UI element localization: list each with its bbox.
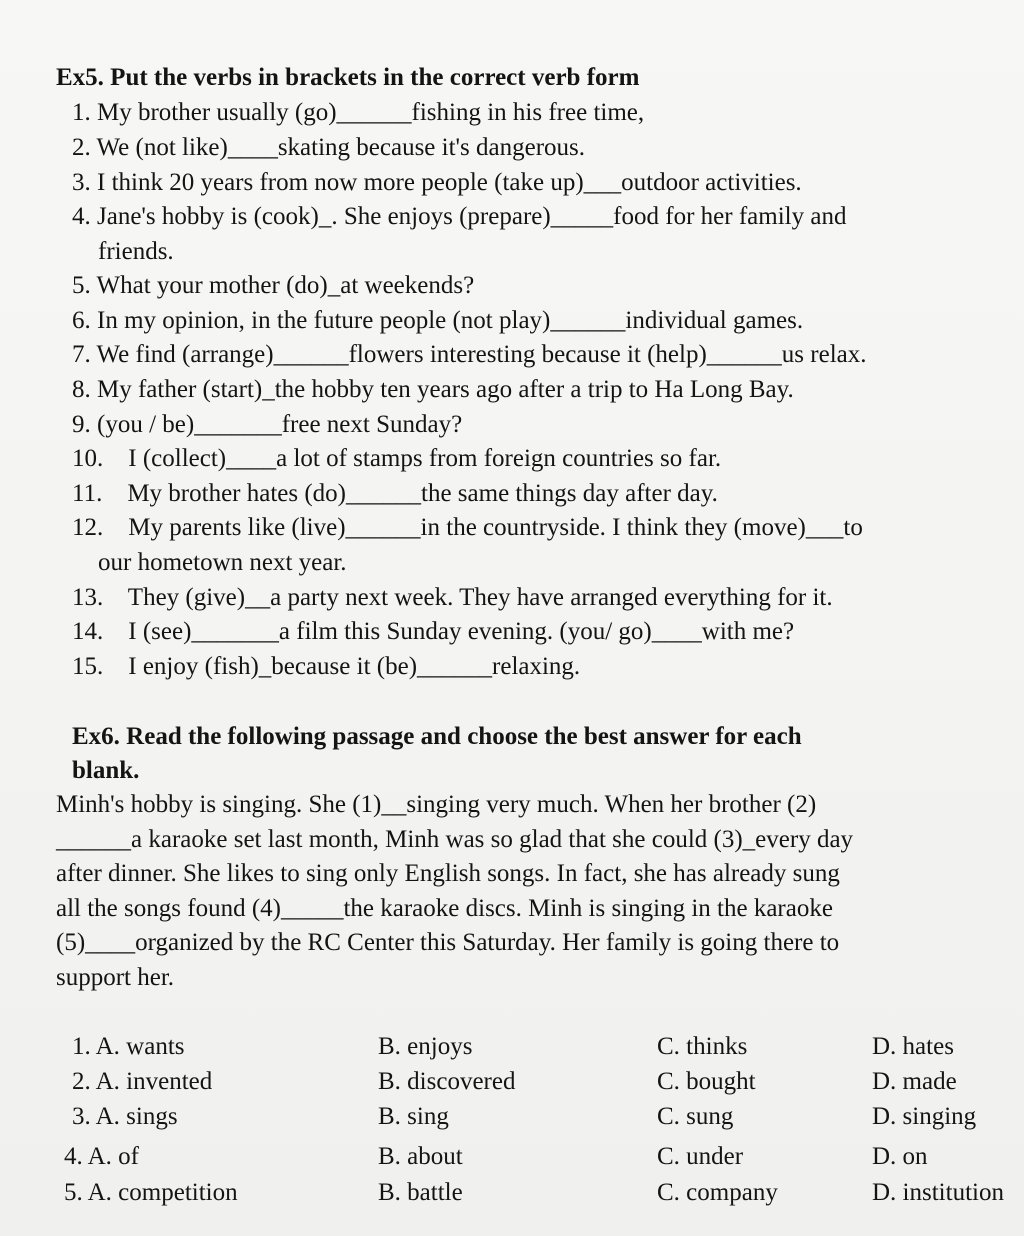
option-5c: C. company — [657, 1179, 778, 1206]
ex5-title: Ex5. Put the verbs in brackets in the correct verb form — [56, 64, 640, 91]
ex5-item-12: 12. My parents like (live)______in the countryside. I think they (move)___to — [72, 514, 863, 541]
ex5-item-12-cont: our hometown next year. — [98, 549, 347, 576]
ex6-passage-line-6: support her. — [56, 964, 175, 991]
option-1b: B. enjoys — [378, 1033, 473, 1060]
option-4a: 4. A. of — [64, 1143, 139, 1170]
option-5a: 5. A. competition — [64, 1179, 238, 1206]
option-4d: D. on — [872, 1143, 928, 1170]
ex5-item-4-cont: friends. — [98, 238, 174, 265]
option-2c: C. bought — [657, 1068, 756, 1095]
ex5-item-9: 9. (you / be)_______free next Sunday? — [72, 411, 463, 438]
ex5-item-14: 14. I (see)_______a film this Sunday evening. (you/ go)____with me? — [72, 618, 795, 645]
ex5-item-3: 3. I think 20 years from now more people (take up)___outdoor activities. — [72, 169, 802, 196]
ex5-item-8: 8. My father (start)_the hobby ten years ago after a trip to Ha Long Bay. — [72, 376, 794, 403]
option-1c: C. thinks — [657, 1033, 748, 1060]
ex5-item-1: 1. My brother usually (go)______fishing in his free time, — [72, 99, 645, 126]
ex6-title: Ex6. Read the following passage and choose the best answer for each — [72, 723, 802, 750]
ex6-passage-line-2: ______a karaoke set last month, Minh was so glad that she could (3)_every day — [56, 826, 854, 853]
ex5-item-15: 15. I enjoy (fish)_because it (be)______relaxing. — [72, 653, 581, 680]
ex5-item-13: 13. They (give)__a party next week. They have arranged everything for it. — [72, 584, 833, 611]
option-3a: 3. A. sings — [72, 1103, 178, 1130]
ex6-passage-line-5: (5)____organized by the RC Center this Saturday. Her family is going there to — [56, 929, 840, 956]
ex6-passage-line-3: after dinner. She likes to sing only English songs. In fact, she has already sung — [56, 860, 840, 887]
ex5-item-5: 5. What your mother (do)_at weekends? — [72, 272, 475, 299]
ex5-item-6: 6. In my opinion, in the future people (not play)______individual games. — [72, 307, 804, 334]
option-3b: B. sing — [378, 1103, 449, 1130]
ex5-item-7: 7. We find (arrange)______flowers interesting because it (help)______us relax. — [72, 341, 867, 368]
option-3c: C. sung — [657, 1103, 734, 1130]
ex5-item-2: 2. We (not like)____skating because it's dangerous. — [72, 134, 586, 161]
option-2a: 2. A. invented — [72, 1068, 213, 1095]
option-3d: D. singing — [872, 1103, 977, 1130]
option-4b: B. about — [378, 1143, 463, 1170]
option-1d: D. hates — [872, 1033, 954, 1060]
ex5-item-4: 4. Jane's hobby is (cook)_. She enjoys (prepare)_____food for her family and — [72, 203, 847, 230]
ex5-item-11: 11. My brother hates (do)______the same things day after day. — [72, 480, 718, 507]
option-2b: B. discovered — [378, 1068, 516, 1095]
ex6-title-cont: blank. — [72, 757, 140, 784]
option-5d: D. institution — [872, 1179, 1004, 1206]
option-1a: 1. A. wants — [72, 1033, 185, 1060]
option-2d: D. made — [872, 1068, 957, 1095]
ex6-passage-line-4: all the songs found (4)_____the karaoke discs. Minh is singing in the karaoke — [56, 895, 833, 922]
option-4c: C. under — [657, 1143, 744, 1170]
ex6-passage-line-1: Minh's hobby is singing. She (1)__singing very much. When her brother (2) — [56, 791, 817, 818]
ex5-item-10: 10. I (collect)____a lot of stamps from foreign countries so far. — [72, 445, 722, 472]
option-5b: B. battle — [378, 1179, 463, 1206]
